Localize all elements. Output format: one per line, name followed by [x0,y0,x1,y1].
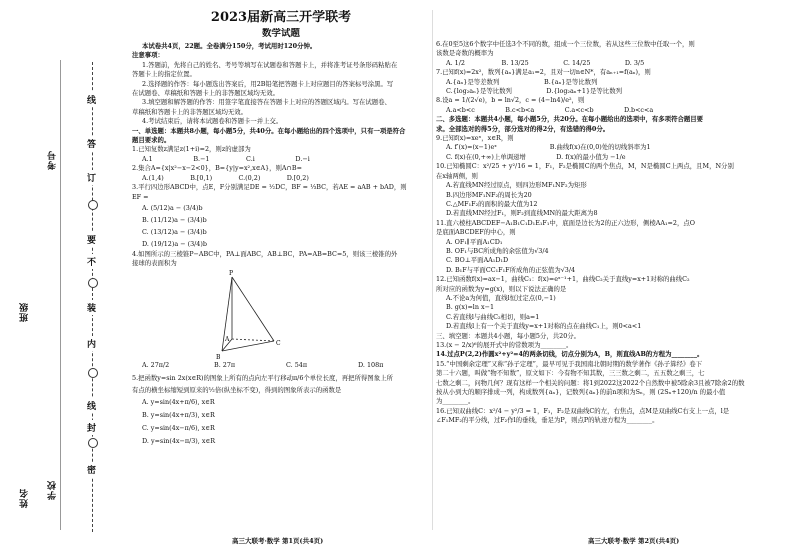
note-line: 草稿纸和答题卡上的非答题区域均无效。 [132,107,248,116]
question-line: 16.已知双曲线C：x²/4 − y²/3 = 1，F₁，F₂是双曲线C的左，右焦点，点M是双曲线C右支上一点，l是 [436,406,730,415]
question-line: ∠F₁MF₂的平分线，过F₂作l的垂线，垂足为P，则点P的轨迹方程为________。 [436,416,659,425]
option: D. 108π [358,360,384,369]
note-line: 1.答题前，先将自己的姓名、考号等填写在试题卷和答题卡上，并将准考证号条形码粘贴在 [142,60,398,69]
question-line: B. g(x)=ln x−1 [446,303,495,312]
question-line: 有点的横坐标缩短到原来的½倍(纵坐标不变)，得到的图象所表示的函数是 [132,386,342,395]
section-heading: 14.过点P(2,2)作圆x²+y²=4的两条切线，切点分别为A，B，则直线AB的方程为________。 [436,350,704,359]
option-line: A.(1,4) B.[0,1) C.(0,2) D.[0,2) [142,173,309,182]
question-line: C. f(x)在(0,+∞)上单调递增 D. f(x)的最小值为 −1/e [446,152,626,161]
question-line: A. f′(x)=(x−1)eˣ B.曲线f(x)在(0,0)处的切线斜率为1 [446,143,651,152]
note-line: 在试题卷、草稿纸和答题卡上的非答题区域均无效。 [132,89,279,98]
question-line: 9.已知f(x)=xeˣ，x∈R，则 [436,134,514,143]
question-line: 7.已知f(x)=2x²，数列{aₙ}满足a₁=2，且对一切n∈N*，有aₙ₊₁=f(aₙ)，则 [436,68,651,77]
option-line: D. y=sin(4x−π/3), x∈R [142,437,216,446]
question-line: 2.集合A={x|x²−x−2<0}，B={y|y=x²,x∈A}，则A∩B= [132,164,302,173]
note-line: 2.选择题的作答：每小题选出答案后，用2B铅笔把答题卡上对应题目的答案标号涂黑。写 [142,79,394,88]
exam-subtitle: 数学试题 [261,28,300,39]
question-line: 6.在0至5这6个数字中任选3个不同的数，组成一个三位数，若从这些三位数中任取一个，则 [436,40,695,48]
option-line: A. y=sin(4x+π/6), x∈R [142,398,215,407]
option-line: C. (13/12)a − (3/4)b [142,227,207,236]
option-line: A.1 B.−1 C.i D.−i [142,154,310,163]
option-line: D. (19/12)a − (3/4)b [142,239,207,248]
question-line: 接球的表面积为 [132,259,177,268]
question-line: A. OF₁∥平面A₁CD₁ [446,237,503,246]
note-line: 答题卡上的指定位置。 [132,70,196,79]
column-divider [432,10,433,530]
option-line: A. (5/12)a − (3/4)b [142,203,203,212]
question-line: B.四边形MF₁NF₂的周长为20 [446,190,532,199]
binding-circle [88,278,98,288]
question-line: 1.已知复数z满足z(1+i)=2，则z的虚部为 [132,145,251,154]
note-line: 3.填空题和解答题的作答：用签字笔直接答在答题卡上对应的答题区域内。写在试题卷、 [142,98,391,107]
binding-char: 线 [87,92,96,107]
pyramid-figure [192,269,302,361]
question-line: C. BO⊥平面AA₁D₁D [446,256,509,265]
question-line: A.a<b<c B.c<b<a C.a<c<b D.b<c<a [446,105,654,114]
binding-circle [88,368,98,378]
class-label: 班级 [20,302,30,322]
notes-heading: 注意事项： [132,51,164,60]
question-line: 3.平行四边形ABCD中，点E，F分别满足DE = ½DC，BF = ⅓BC，若AE = aAB + bAD，则 [132,183,407,192]
q4-options [132,361,430,370]
binding-char: 订 [87,170,96,185]
question-line: 所对应的函数为y=g(x)，则以下说法正确的是 [436,284,567,293]
question-line: C.△MF₁F₂的面积的最大值为12 [446,199,538,208]
question-line: 七数之剩二，问物几何？现有这样一个相关的问题：将1到2022这2022个自然数中被5除余3且被7除余2的数 [436,378,745,387]
exam-intro: 本试卷共4页，22题。全卷满分150分，考试用时120分钟。 [142,42,317,50]
binding-margin [0,0,122,551]
right-column [436,40,788,426]
question-line: 按从小到大的顺序排成一列，构成数列{aₙ}，记数列{aₙ}的前n项和为Sₙ，则 (2Sₙ+120)/n 的最小值 [436,388,726,397]
binding-char: 要 [87,232,96,247]
binding-char: 密 [87,462,96,477]
footer-right: 高三大联考·数学 第2页(共4页) [588,537,680,545]
footer-left: 高三大联考·数学 第1页(共4页) [232,537,324,545]
option-line: B. y=sin(4x+π/3), x∈R [142,411,215,420]
question-line: D.若直线l上有一个关于直线y=x+1对称的点在曲线C₁上，则0<a<1 [446,322,642,331]
section-heading: 求。全部选对的得5分，部分选对的得2分，有选错的得0分。 [436,124,610,133]
question-line: 为________。 [436,397,475,406]
option-line: C. y=sin(4x−π/6), x∈R [142,424,215,433]
binding-char: 线 [87,398,96,413]
exam-no-label: 考号 [48,150,58,170]
exam-title: 2023届新高三开学联考 [210,10,352,25]
binding-char: 内 [87,336,96,351]
question-line: 8.设a = 1/(2√e)，b = ln√2，c = (4−ln4)/e²，则 [436,96,585,105]
note-line: 4.考试结束后，请将本试题卷和答题卡一并上交。 [142,117,283,126]
binding-circle [88,438,98,448]
question-line: 15.“中国剩余定理”又称“孙子定理”，最早可见于我国南北朝时期的数学著作《孙子算经》卷下 [436,359,703,368]
pyramid-label-b: B [216,353,221,361]
question-line: 在x轴两侧，则 [436,171,478,180]
binding-char: 封 [87,420,96,435]
pyramid-label-c: C [276,339,281,347]
question-line: A.{aₙ}是等差数列 B.{aₙ}是等比数列 [446,77,598,86]
question-line: EF = [132,192,149,201]
binding-solid-line [60,60,62,530]
option: B. 27π [214,360,236,369]
question-line: 12.已知函数f(x)=ax−1，曲线C₁：f(x)=eˣ⁻¹+1，曲线C₂关于直线y=x+1对称的曲线C₂ [436,275,690,284]
question-line: D.若直线MN经过F₁，则F₂到直线MN的最大距离为8 [446,209,598,218]
question-line: B. OF₁与BC所成角的余弦值为√3/4 [446,246,549,255]
binding-char: 装 [87,300,96,315]
question-line: 第二十六题，叫做“物不知数”，原文如下：今有物不知其数，三三数之剩二，五五数之剩三，七 [436,369,705,378]
question-line: 该数是奇数的概率为 [436,49,494,58]
question-line: 是底面ABCDEF的中心，则 [436,228,516,237]
question-line: C.{log₂aₙ}是等比数列 D.{log₂aₙ+1}是等比数列 [446,87,622,96]
question-line: C.若直线l与曲线C₂相切，则a=1 [446,312,540,321]
left-column [132,10,430,448]
name-label: 姓名 [20,488,30,508]
question-line: A.不论a为何值，直线l恒过定点(0,−1) [446,293,556,302]
question-line: A.若直线MN经过原点，则四边形MF₁NF₂为矩形 [446,181,587,190]
binding-char: 不 [87,254,96,269]
question-line: 5.把函数y=sin 2x(x∈R)的图象上所有的点向左平行移动π/6个单位长度，再把所得图象上所 [132,374,393,383]
binding-char: 答 [87,136,96,151]
pyramid-figure-area [132,269,430,361]
pyramid-label-a: A [225,335,230,343]
section-heading: 题目要求的。 [132,136,171,145]
question-line: 13.(x − 2/x)⁶的展开式中的常数项为________。 [436,341,573,349]
binding-circle [88,200,98,210]
section-heading: 二、多选题：本题共4小题，每小题5分，共20分。在每小题给出的选项中，有多项符合题目要 [436,115,704,124]
question-line: 4.如图所示的三棱锥P−ABC中，PA⊥面ABC，AB⊥BC，PA=AB=BC=5，则该三棱锥的外 [132,249,398,258]
option-line: B. (11/12)a − (3/4)b [142,215,207,224]
question-line: 11.直六棱柱ABCDEF−A₁B₁C₁D₁E₁F₁中，底面是边长为2的正六边形，侧棱AA₁=2，点O [436,218,695,227]
question-line: D. B₁F与平面CC₁F₁F所成角的正弦值为√3/4 [446,265,576,274]
question-line: 10.已知椭圆C：x²/25 + y²/16 = 1，F₁，F₂是椭圆C的两个焦点，M，N是椭圆C上两点，且M，N分别 [436,162,734,171]
pyramid-label-p: P [229,269,234,277]
question-line: 三、填空题：本题共4小题，每小题5分，共20分。 [436,331,581,340]
option: C. 54π [286,360,308,369]
section-heading: 一、单选题：本题共8小题，每小题5分，共40分。在每小题给出的四个选项中，只有一项是符合 [132,126,406,135]
option: A. 27π/2 [142,360,170,369]
school-label: 学校 [48,480,58,500]
question-line: A. 1/2 B. 13/25 C. 14/25 D. 3/5 [446,58,645,67]
